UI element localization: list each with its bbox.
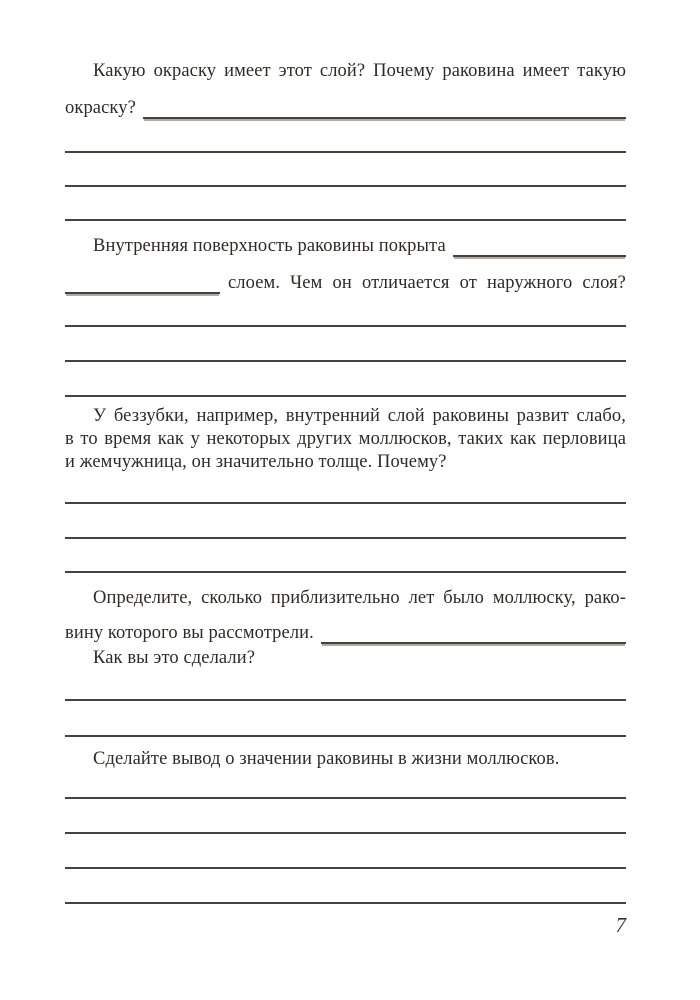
inline-answer-blank [65, 270, 220, 294]
page-number: 7 [615, 913, 626, 937]
question-4-line-2 [65, 620, 626, 646]
answer-line [65, 902, 626, 904]
question-2-line-1 [65, 233, 626, 259]
question-2-line-2-text: слоем. Чем он отличается от наружного слоя? [228, 273, 626, 293]
answer-line [65, 325, 626, 327]
answer-line [65, 360, 626, 362]
answer-line [65, 219, 626, 221]
question-1-line-2-text: окраску? [65, 98, 136, 118]
question-1-line-1: Какую окраску имеет этот слой? Почему раковина имеет такую [93, 61, 626, 81]
answer-line [65, 699, 626, 701]
answer-line [65, 571, 626, 573]
answer-line [65, 502, 626, 504]
question-4-line-1: Определите, сколько приблизительно лет было моллюску, рако- [93, 588, 626, 608]
answer-line [65, 797, 626, 799]
inline-answer-blank [321, 620, 626, 644]
answer-line [65, 832, 626, 834]
answer-line [65, 867, 626, 869]
question-3-line-3: и жемчужница, он значительно толще. Почему? [65, 452, 447, 472]
answer-line [65, 151, 626, 153]
answer-line [65, 537, 626, 539]
question-5-line-1: Сделайте вывод о значении раковины в жизни моллюсков. [93, 749, 560, 769]
answer-line [65, 735, 626, 737]
question-1-line-2 [65, 95, 626, 121]
question-3-line-1: У беззубки, например, внутренний слой раковины развит слабо, [93, 406, 626, 426]
question-2-line-1-text: Внутренняя поверхность раковины покрыта [93, 236, 446, 256]
question-3-line-2: в то время как у некоторых других моллюсков, таких как перловица [65, 429, 626, 449]
inline-answer-blank [143, 95, 626, 119]
question-2-line-2 [65, 270, 626, 296]
inline-answer-blank [453, 233, 626, 257]
question-4-line-3: Как вы это сделали? [93, 648, 256, 668]
answer-line [65, 185, 626, 187]
question-4-line-2-text: вину которого вы рассмотрели. [65, 623, 314, 643]
answer-line [65, 395, 626, 397]
